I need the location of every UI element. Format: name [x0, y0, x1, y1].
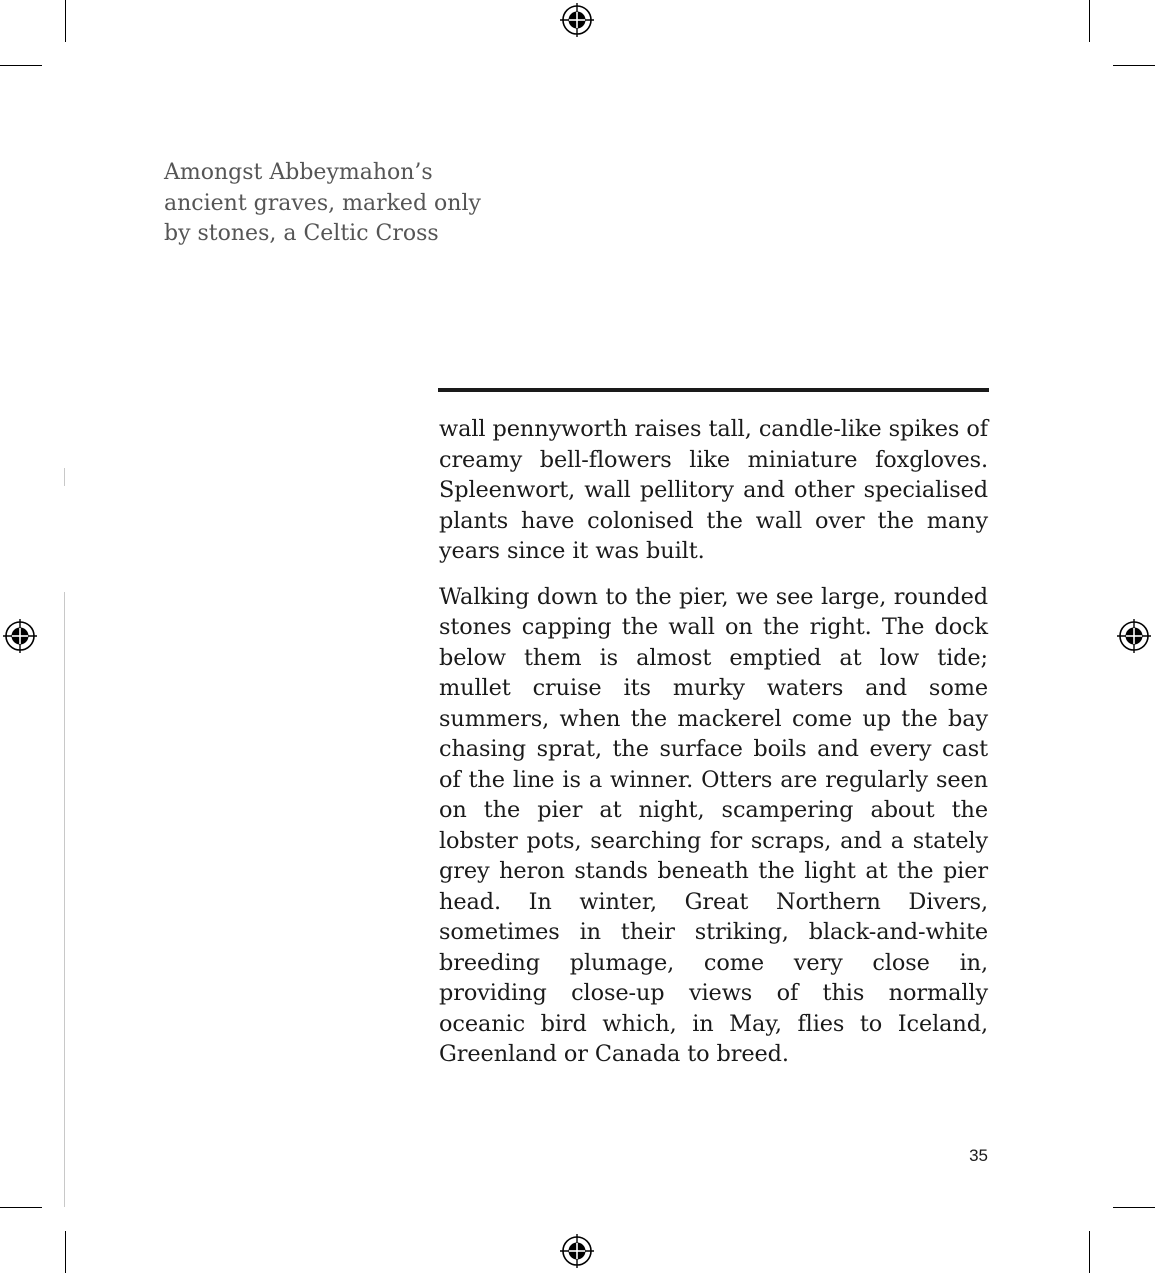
crop-mark-top-right-vertical [1089, 0, 1090, 42]
crop-mark-bottom-right-horizontal [1113, 1207, 1155, 1208]
crop-mark-top-right-horizontal [1113, 65, 1155, 66]
caption-line: Amongst Abbeymahon’s [164, 160, 433, 185]
crop-mark-top-left-vertical [65, 0, 66, 42]
caption-line: ancient graves, marked only [164, 190, 481, 216]
crop-mark-bottom-left-horizontal [0, 1207, 42, 1208]
crosshair-target-icon [1117, 619, 1151, 653]
body-paragraph: wall pennyworth raises tall, candle-like spikes of creamy bell-flowers like miniature foxgloves. Spleenwort, wall pellitory and other specialised plants have colonised the wall over the many years since it was built. [439, 416, 988, 564]
crosshair-target-icon [3, 619, 37, 653]
caption-line: by stones, a Celtic Cross [164, 221, 439, 246]
binding-edge-line [64, 468, 65, 486]
crop-mark-bottom-right-vertical [1089, 1231, 1090, 1273]
section-rule [438, 388, 989, 392]
binding-edge-line [64, 592, 65, 1207]
page-number: 35 [969, 1146, 988, 1165]
crop-mark-bottom-left-vertical [65, 1231, 66, 1273]
photo-caption [164, 158, 504, 250]
crosshair-target-icon [560, 1234, 594, 1268]
crop-mark-top-left-horizontal [0, 65, 42, 66]
body-paragraph: Walking down to the pier, we see large, rounded stones capping the wall on the right. The dock below them is almost emptied at low tide; mullet cruise its murky waters and some summers, when the mackerel come up the bay chasing sprat, the surface boils and every cast of the line is a winner. Otters are regularly seen on the pier at night, scampering about the lobster pots, searching for scraps, and a stately grey heron stands beneath the light at the pier head. In winter, Great Northern Divers, sometimes in their striking, black-and-white breeding plumage, come very close in, providing close-up views of this normally oceanic bird which, in May, flies to Iceland, Greenland or Canada to breed. [439, 583, 988, 1067]
crosshair-target-icon [560, 3, 594, 37]
body-text-column [439, 414, 988, 1085]
